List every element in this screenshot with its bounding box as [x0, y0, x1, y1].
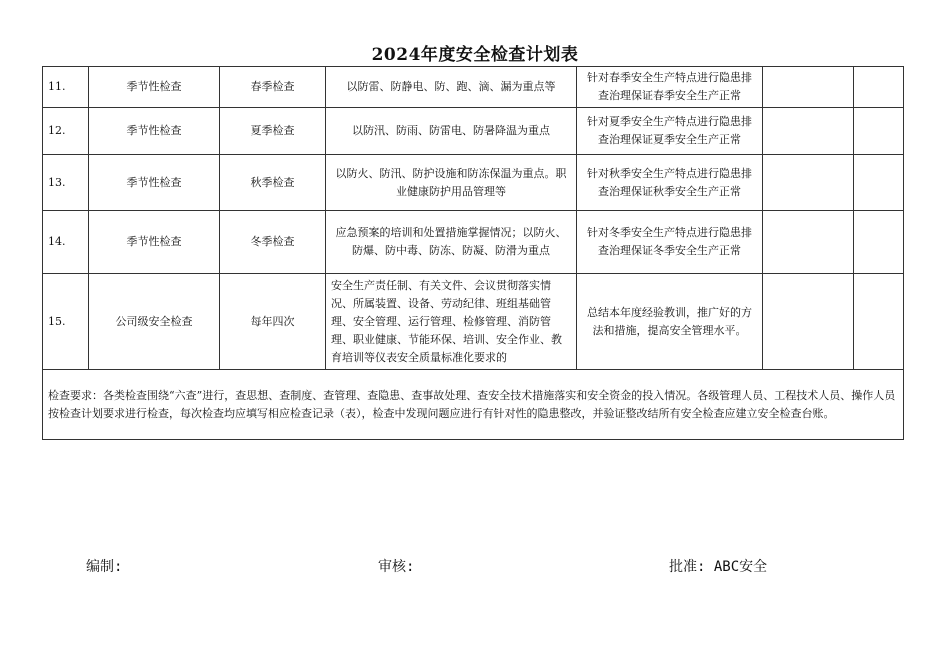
empty-cell [763, 274, 854, 370]
empty-cell [763, 211, 854, 274]
empty-cell [854, 211, 904, 274]
table-row [43, 108, 904, 155]
inspection-content: 应急预案的培训和处置措施掌握情况；以防火、防爆、防中毒、防冻、防凝、防滑为重点 [326, 211, 577, 274]
inspection-content: 以防火、防汛、防护设施和防冻保温为重点。职业健康防护用品管理等 [326, 155, 577, 211]
row-number: 15. [43, 274, 89, 370]
empty-cell [763, 108, 854, 155]
inspection-requirements: 检查要求：各类检查围绕“六查”进行，查思想、查制度、查管理、查隐患、查事故处理、查安全技术措施落实和安全资金的投入情况。各级管理人员、工程技术人员、操作人员按检查计划要求进行检查，每次检查均应填写相应检查记录（表），检查中发现问题应进行有针对性的隐患整改，并验证整改结所有安全检查应建立安全检查台账。 [43, 370, 904, 440]
inspection-purpose: 针对夏季安全生产特点进行隐患排查治理保证夏季安全生产正常 [577, 108, 763, 155]
table-row [43, 67, 904, 108]
row-number: 13. [43, 155, 89, 211]
inspection-purpose: 针对秋季安全生产特点进行隐患排查治理保证秋季安全生产正常 [577, 155, 763, 211]
empty-cell [763, 155, 854, 211]
empty-cell [854, 108, 904, 155]
prepared-by-label: 编制: [86, 559, 123, 575]
empty-cell [854, 67, 904, 108]
inspection-content: 安全生产责任制、有关文件、会议贯彻落实情况、所属装置、设备、劳动纪律、班组基础管理、安全管理、运行管理、检修管理、消防管理、职业健康、节能环保、培训、安全作业、教育培训等仪表安全质量标准化要求的 [326, 274, 577, 370]
inspection-category: 季节性检查 [89, 108, 220, 155]
reviewed-by-label: 审核: [378, 559, 415, 575]
row-number: 14. [43, 211, 89, 274]
inspection-timing: 春季检查 [220, 67, 326, 108]
inspection-content: 以防雷、防静电、防、跑、滴、漏为重点等 [326, 67, 577, 108]
empty-cell [854, 155, 904, 211]
inspection-timing: 每年四次 [220, 274, 326, 370]
row-number: 11. [43, 67, 89, 108]
empty-cell [854, 274, 904, 370]
inspection-purpose: 针对冬季安全生产特点进行隐患排查治理保证冬季安全生产正常 [577, 211, 763, 274]
document-title: 2024年度安全检查计划表 [371, 45, 579, 65]
empty-cell [763, 67, 854, 108]
requirements-row [43, 370, 904, 440]
inspection-category: 季节性检查 [89, 67, 220, 108]
inspection-timing: 秋季检查 [220, 155, 326, 211]
table-row [43, 211, 904, 274]
inspection-timing: 夏季检查 [220, 108, 326, 155]
inspection-plan-table [42, 66, 904, 440]
approved-by-label: 批准: ABC安全 [669, 559, 768, 575]
inspection-category: 公司级安全检查 [89, 274, 220, 370]
inspection-purpose: 总结本年度经验教训，推广好的方法和措施，提高安全管理水平。 [577, 274, 763, 370]
inspection-content: 以防汛、防雨、防雷电、防暑降温为重点 [326, 108, 577, 155]
inspection-timing: 冬季检查 [220, 211, 326, 274]
inspection-category: 季节性检查 [89, 211, 220, 274]
row-number: 12. [43, 108, 89, 155]
table-row [43, 274, 904, 370]
inspection-category: 季节性检查 [89, 155, 220, 211]
table-row [43, 155, 904, 211]
inspection-purpose: 针对春季安全生产特点进行隐患排查治理保证春季安全生产正常 [577, 67, 763, 108]
